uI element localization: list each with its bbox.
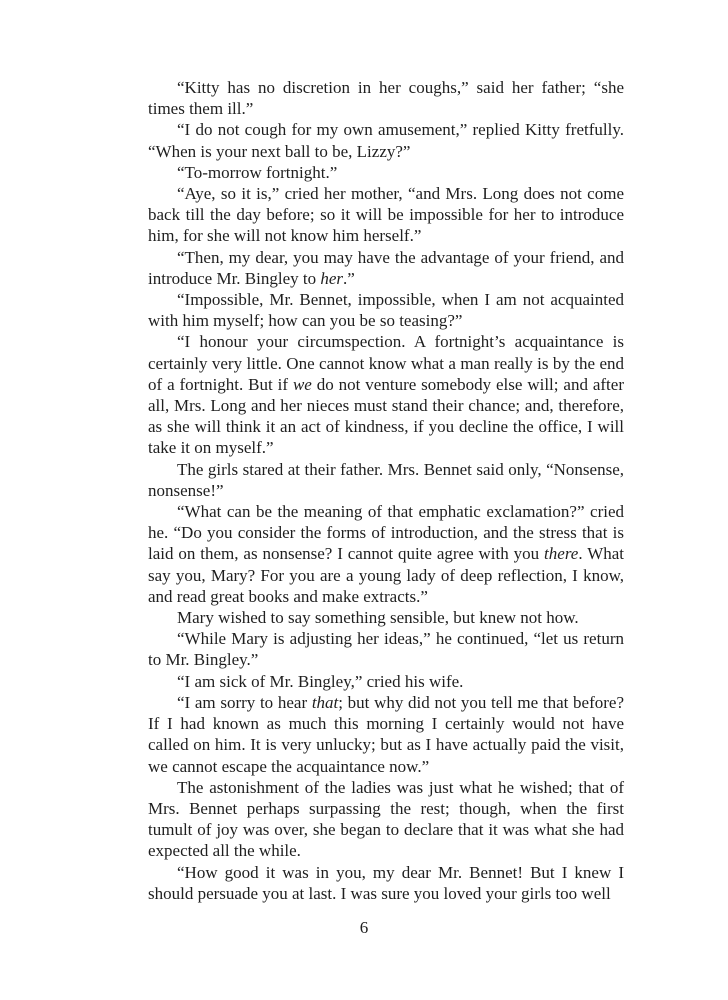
text-run: “I honour your circumspection. A fortnight’s acquaintance is certainly very little. One cannot know what a man really is by the end of a fortnight. But if xyxy=(148,332,624,394)
text-run: The girls stared at their father. Mrs. Bennet said only, “Nonsense, nonsense!” xyxy=(148,459,624,500)
paragraph xyxy=(148,777,624,862)
text-run: “Kitty has no discretion in her coughs,” said her father; “she times them ill.” xyxy=(148,78,624,119)
text-run: “I do not cough for my own amusement,” replied Kitty fretfully. “When is your next ball to be, Lizzy?” xyxy=(148,120,624,161)
paragraph xyxy=(148,501,624,607)
text-run: “How good it was in you, my dear Mr. Bennet! But I knew I should persuade you at last. I was sure you loved your girls too well xyxy=(148,862,624,903)
paragraph xyxy=(148,162,624,183)
text-run: ; but why did not you tell me that before? If I had known as much this morning I certainly would not have called on him. It is very unlucky; but as I have actually paid the visit, we cannot escape the acquaintance now.” xyxy=(148,692,625,776)
text-run: .” xyxy=(343,268,355,288)
text-run: “I am sick of Mr. Bingley,” cried his wife. xyxy=(177,671,464,691)
text-run: Mary wished to say something sensible, but knew not how. xyxy=(177,608,579,628)
paragraph xyxy=(148,459,624,501)
page-text xyxy=(148,77,624,904)
paragraph xyxy=(148,671,624,692)
text-run: do not venture somebody else will; and after all, Mrs. Long and her nieces must stand their chance; and, therefore, as she will think it an act of kindness, if you decline the office, I will take it on myself.” xyxy=(148,374,624,458)
paragraph xyxy=(148,331,624,458)
paragraph xyxy=(148,183,624,247)
page-number: 6 xyxy=(359,918,369,937)
paragraph xyxy=(148,289,624,331)
paragraph xyxy=(148,77,624,119)
italic-emphasis: that xyxy=(311,692,339,712)
text-run: The astonishment of the ladies was just what he wished; that of Mrs. Bennet perhaps surpassing the rest; though, when the first tumult of joy was over, she began to declare that it was what she had expected all the while. xyxy=(148,777,624,861)
italic-emphasis: there xyxy=(544,544,579,564)
text-run: “While Mary is adjusting her ideas,” he continued, “let us return to Mr. Bingley.” xyxy=(148,629,624,670)
text-run: “To-morrow fortnight.” xyxy=(177,162,338,182)
italic-emphasis: her xyxy=(320,268,344,288)
italic-emphasis: we xyxy=(292,374,312,394)
text-run: “Aye, so it is,” cried her mother, “and Mrs. Long does not come back till the day before; so it will be impossible for her to introduce him, for she will not know him herself.” xyxy=(148,184,624,246)
paragraph xyxy=(148,862,624,904)
text-run: “I am sorry to hear xyxy=(177,692,312,712)
text-run: “What can be the meaning of that emphatic exclamation?” cried he. “Do you consider the forms of introduction, and the stress that is laid on them, as nonsense? I cannot quite agree with you xyxy=(148,502,624,564)
paragraph xyxy=(148,247,624,289)
paragraph xyxy=(148,628,624,670)
text-run: “Then, my dear, you may have the advantage of your friend, and introduce Mr. Bingley to xyxy=(148,247,624,288)
paragraph xyxy=(148,607,624,628)
paragraph xyxy=(148,692,624,777)
paragraph xyxy=(148,119,624,161)
text-run: “Impossible, Mr. Bennet, impossible, when I am not acquainted with him myself; how can you be so teasing?” xyxy=(148,290,624,331)
text-run: . What say you, Mary? For you are a young lady of deep reflection, I know, and read great books and make extracts.” xyxy=(148,544,625,606)
